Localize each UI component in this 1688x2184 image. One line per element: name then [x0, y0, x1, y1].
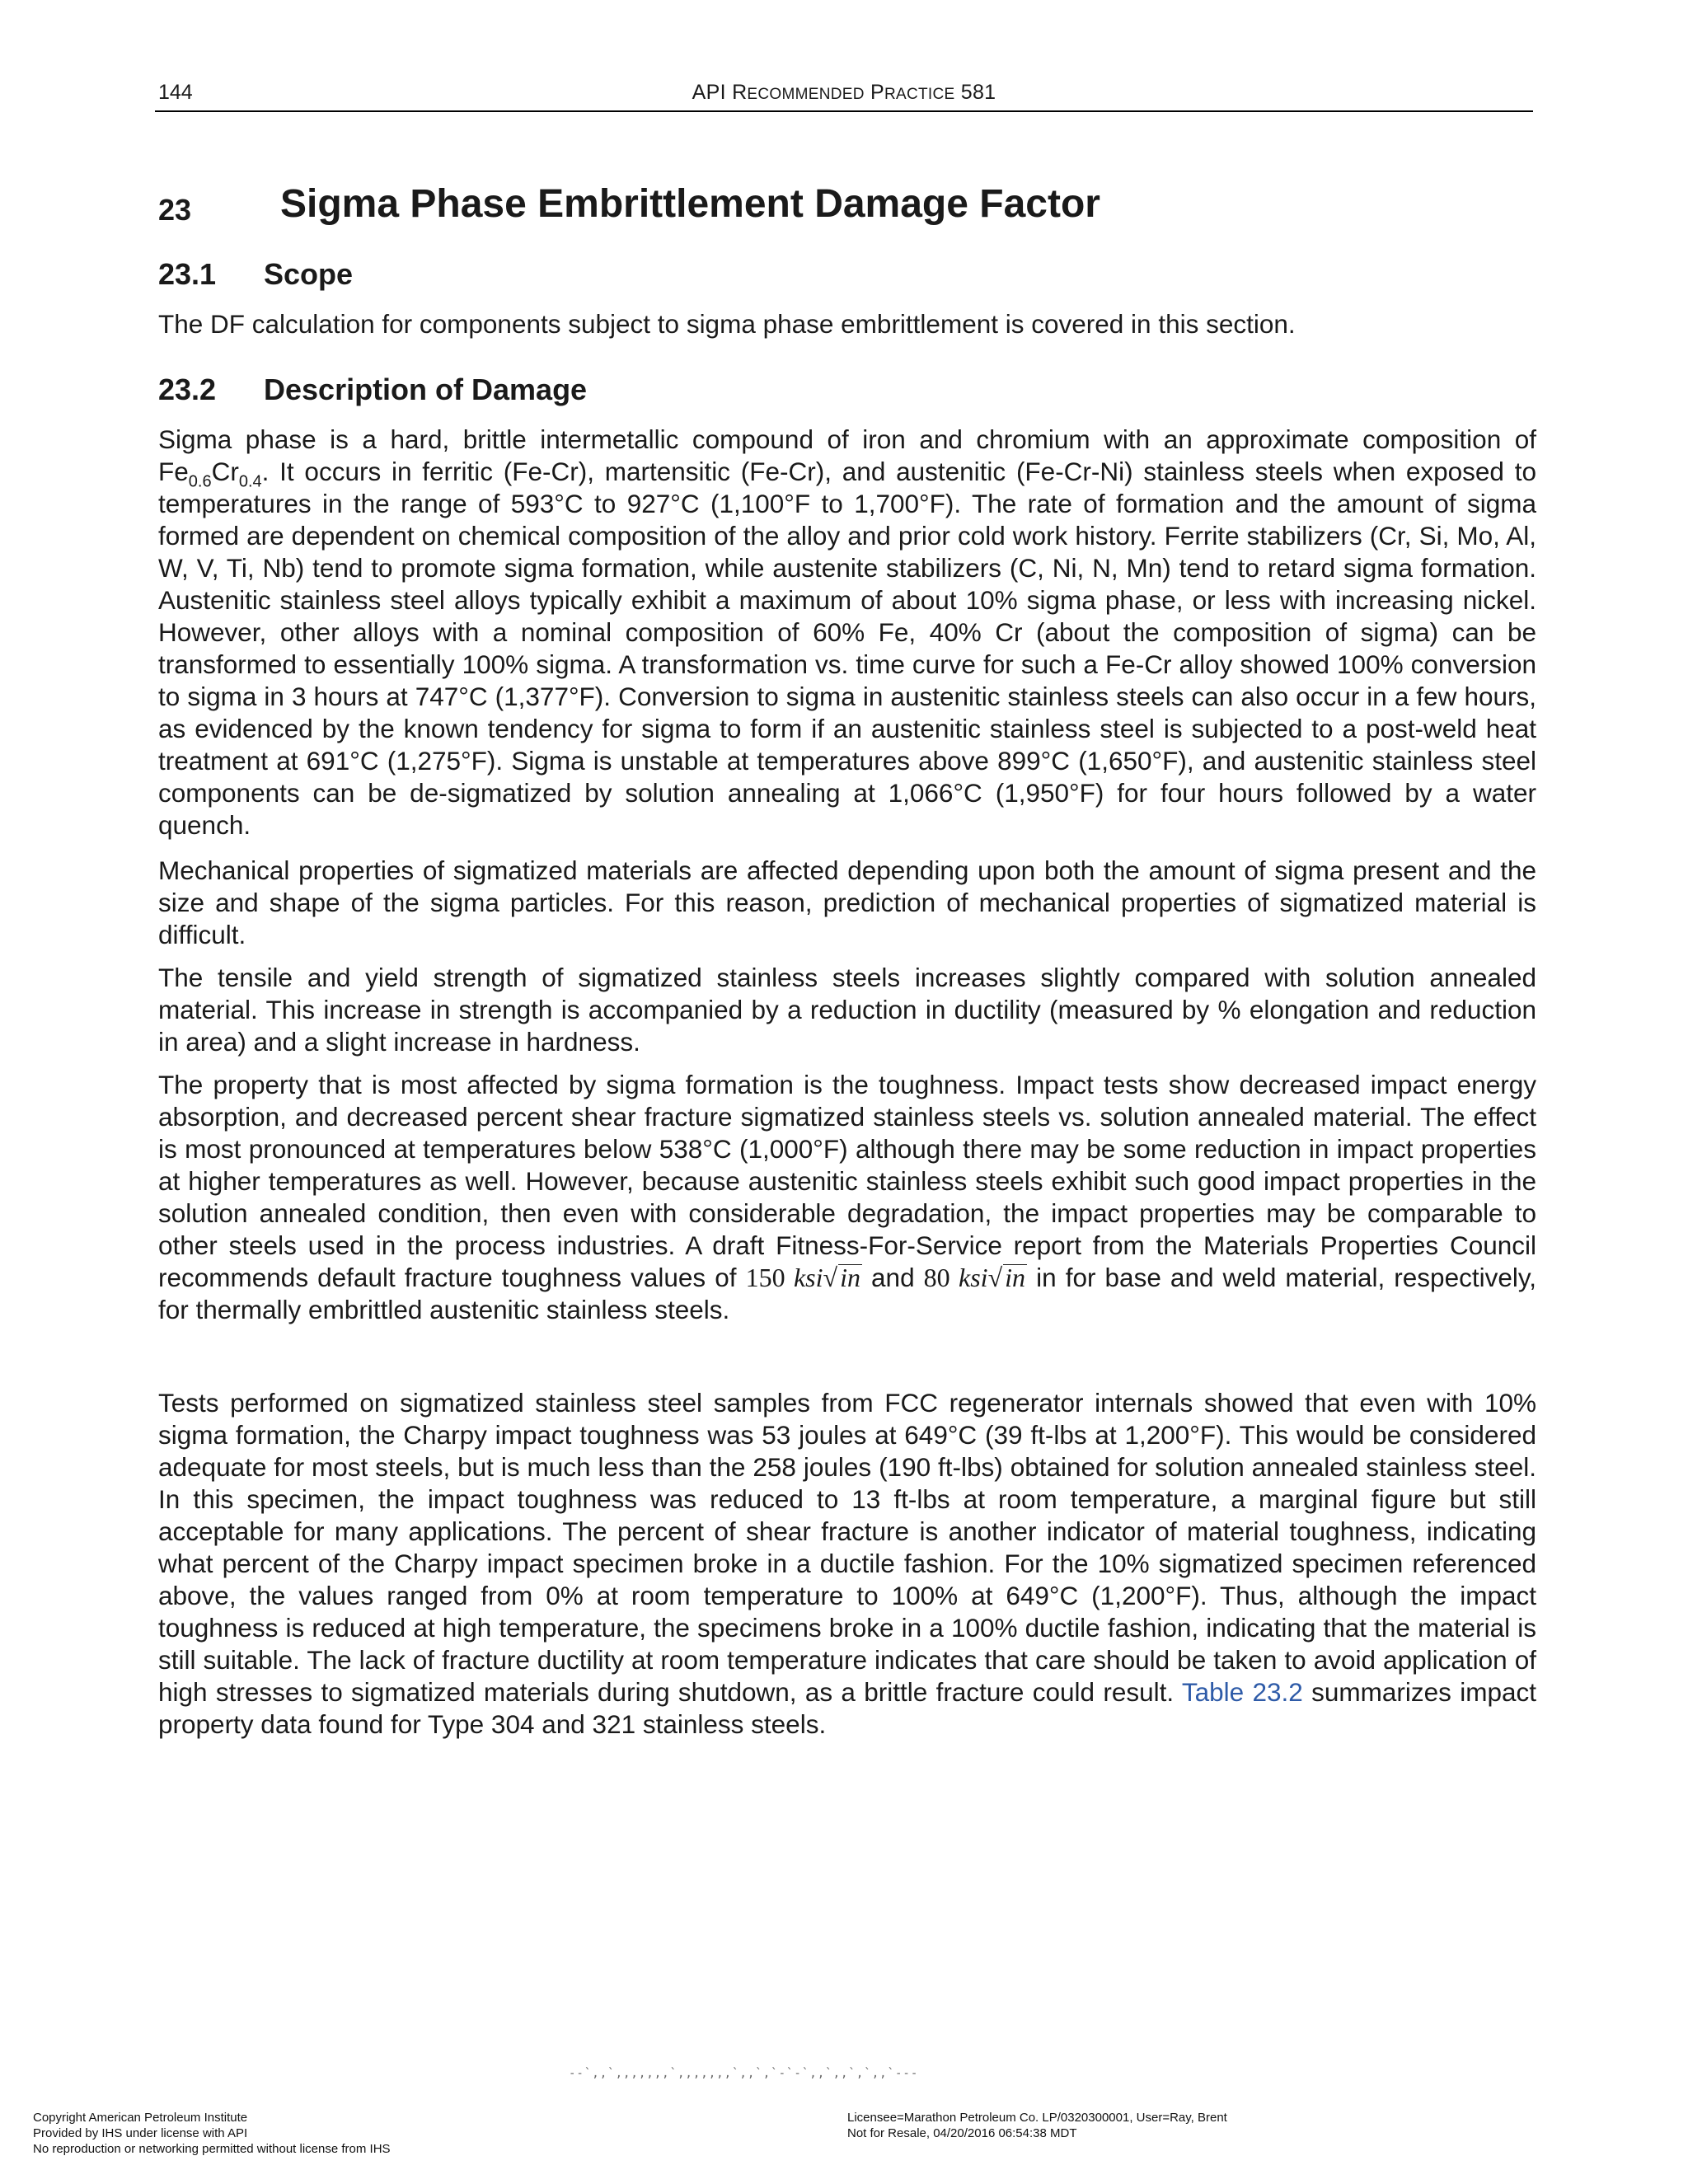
description-paragraph-3: The tensile and yield strength of sigmatized stainless steels increases slightly compared with solution annealed material. This increase in strength is accompanied by a reduction in ductility (measured by % elongation and reduction in area) and a slight increase in hardness. [158, 963, 1536, 1057]
section-title: Sigma Phase Embrittlement Damage Factor [280, 182, 1100, 226]
running-title-part: API R [692, 81, 748, 104]
subscript: 0.4 [238, 472, 262, 491]
paragraph-text: The property that is most affected by sigma formation is the toughness. Impact tests show decreased impact energy absorption, and decreased percent shear fracture sigmatized stainless steels vs. solution annealed material. The effect is most pronounced at temperatures below 538°C (1,000°F) although there may be some reduction in impact properties at higher temperatures as well. However, because austenitic stainless steels exhibit such good impact properties in the solution annealed condition, then even with considerable degradation, the impact properties may be comparable to other steels used in the process industries. A draft Fitness-For-Service report from the Materials Properties Council recommends default fracture toughness values of [158, 1070, 1536, 1292]
paragraph-text: Sigma phase is a hard, brittle intermetallic compound of iron and chromium with an approximate composition of Fe [158, 424, 1536, 486]
running-title-part: 581 [954, 81, 996, 104]
running-title-part: RACTICE [884, 86, 955, 103]
toughness-value-weld [924, 1263, 1027, 1292]
scan-watermark: --`,,`,,,,,,,`,,,,,,,`,,`,`-`-`,,`,,`,`,,`--- [569, 2067, 919, 2080]
footer-line: Not for Resale, 04/20/2016 06:54:38 MDT [847, 2126, 1077, 2140]
page-number: 144 [158, 81, 193, 104]
description-paragraph-4 [158, 1069, 1536, 1326]
math-number: 80 [923, 1263, 950, 1292]
paragraph-text: Tests performed on sigmatized stainless steel samples from FCC regenerator internals showed that even with 10% sigma formation, the Charpy impact toughness was 53 joules at 649°C (39 ft-lbs at 1,200°F). This would be considered adequate for most steels, but is much less than the 258 joules (190 ft-lbs) obtained for solution annealed stainless steel. In this specimen, the impact toughness was reduced to 13 ft-lbs at room temperature, a marginal figure but still acceptable for many applications. The percent of shear fracture is another indicator of material toughness, indicating what percent of the Charpy impact specimen broke in a ductile fashion. For the 10% sigmatized specimen referenced above, the values ranged from 0% at room temperature to 100% at 649°C (1,200°F). Thus, although the impact toughness is reduced at high temperature, the specimens broke in a 100% ductile fashion, indicating that the material is still suitable. The lack of fracture ductility at room temperature indicates that care should be taken to avoid application of high stresses to sigmatized materials during shutdown, as a brittle fracture could result. [158, 1388, 1536, 1707]
footer-line: Licensee=Marathon Petroleum Co. LP/0320300001, User=Ray, Brent [847, 2111, 1227, 2125]
paragraph-text: in for base and weld material, respectively, for thermally embrittled austenitic stainless steels. [158, 1263, 1537, 1324]
math-unit: ksi [959, 1263, 988, 1292]
paragraph-text: Cr [211, 457, 239, 486]
running-title-part: P [864, 81, 884, 104]
description-title: Description of Damage [264, 373, 588, 406]
footer-line: No reproduction or networking permitted without license from IHS [33, 2142, 391, 2156]
paragraph-text: and [861, 1263, 924, 1292]
math-unit: in [840, 1263, 860, 1292]
sqrt-icon: √ [823, 1263, 838, 1292]
footer-license [847, 2110, 1227, 2141]
description-paragraph-2: Mechanical properties of sigmatized materials are affected depending upon both the amount of sigma present and the size and shape of the sigma particles. For this reason, prediction of mechanical properties of sigmatized material is difficult. [158, 855, 1536, 949]
running-title-part: ECOMMENDED [747, 86, 865, 103]
math-number: 150 [745, 1263, 785, 1292]
running-header [155, 76, 1533, 112]
scope-paragraph: The DF calculation for components subject to sigma phase embrittlement is covered in this section. [158, 309, 1296, 339]
running-title [155, 81, 1533, 105]
subscript: 0.6 [188, 472, 212, 491]
description-paragraph-1 [158, 424, 1536, 841]
footer-line: Copyright American Petroleum Institute [33, 2111, 248, 2125]
math-unit: in [1005, 1263, 1026, 1292]
scope-number: 23.1 [158, 257, 217, 291]
sqrt-radicand [838, 1264, 862, 1290]
toughness-value-base [746, 1263, 862, 1292]
description-paragraph-5 [158, 1387, 1536, 1741]
paragraph-text: summarizes impact property data found for Type 304 and 321 stainless steels. [158, 1677, 1536, 1739]
footer-line: Provided by IHS under license with API [33, 2126, 248, 2140]
scope-title: Scope [264, 257, 354, 291]
paragraph-text: . It occurs in ferritic (Fe-Cr), martensitic (Fe-Cr), and austenitic (Fe-Cr-Ni) stainless steels when exposed to temperatures in the range of 593°C to 927°C (1,100°F to 1,700°F). The rate of formation and the amount of sigma formed are dependent on chemical composition of the alloy and prior cold work history. Ferrite stabilizers (Cr, Si, Mo, Al, W, V, Ti, Nb) tend to promote sigma formation, while austenite stabilizers (C, Ni, N, Mn) tend to retard sigma formation. Austenitic stainless steel alloys typically exhibit a maximum of about 10% sigma phase, or less with increasing nickel. However, other alloys with a nominal composition of 60% Fe, 40% Cr (about the composition of sigma) can be transformed to essentially 100% sigma. A transformation vs. time curve for such a Fe-Cr alloy showed 100% conversion to sigma in 3 hours at 747°C (1,377°F). Conversion to sigma in austenitic stainless steels can also occur in a few hours, as evidenced by the known tendency for sigma to form if an austenitic stainless steel is subjected to a post-weld heat treatment at 691°C (1,275°F). Sigma is unstable at temperatures above 899°C (1,650°F), and austenitic stainless steel components can be de-sigmatized by solution annealing at 1,066°C (1,950°F) for four hours followed by a water quench. [158, 457, 1536, 840]
description-number: 23.2 [158, 373, 217, 406]
table-reference-link[interactable]: Table 23.2 [1181, 1677, 1303, 1707]
footer-copyright [33, 2110, 391, 2157]
sqrt-radicand [1003, 1264, 1027, 1290]
sqrt-icon: √ [987, 1263, 1003, 1292]
math-unit: ksi [793, 1263, 823, 1292]
section-number: 23 [158, 193, 192, 227]
